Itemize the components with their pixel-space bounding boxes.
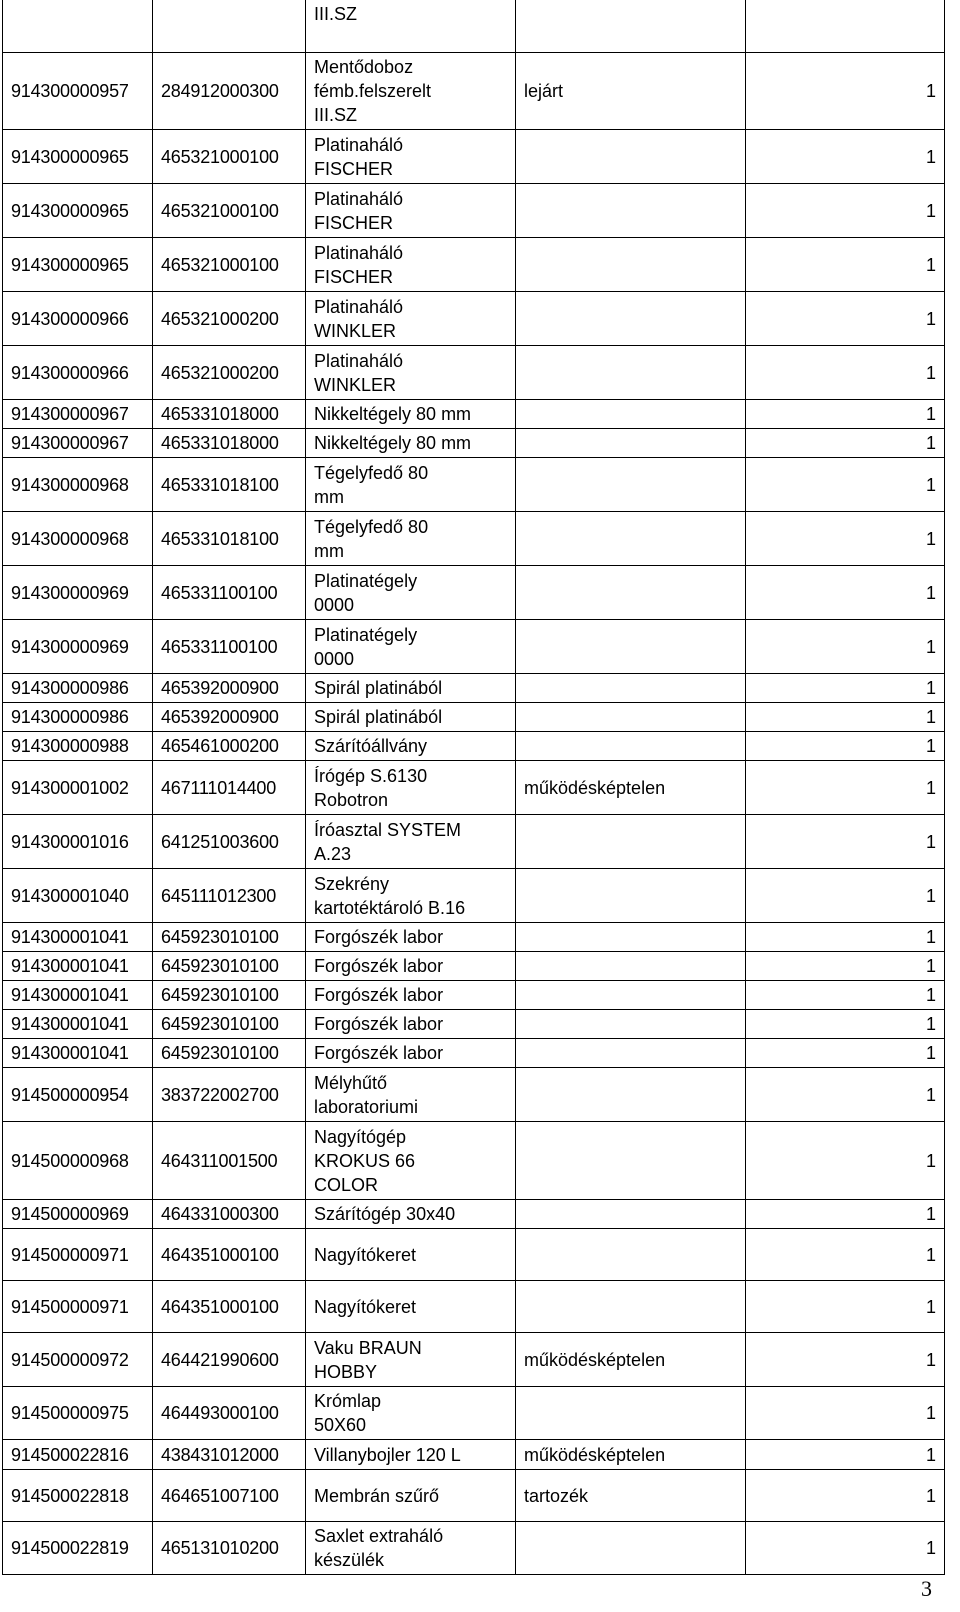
quantity-cell: 1 [746, 429, 945, 458]
table-row [3, 0, 945, 53]
table-row [3, 458, 945, 512]
inventory-number-cell: 914300000968 [3, 512, 153, 566]
inventory-number-cell: 914500022816 [3, 1440, 153, 1470]
status-cell [516, 952, 746, 981]
description-cell: Szárítógép 30x40 [306, 1200, 516, 1229]
quantity-cell: 1 [746, 400, 945, 429]
inventory-number-cell: 914300000957 [3, 53, 153, 130]
asset-code-cell: 645923010100 [153, 952, 306, 981]
description-cell: Tégelyfedő 80 mm [306, 512, 516, 566]
table-row [3, 184, 945, 238]
table-row [3, 1200, 945, 1229]
table-row [3, 1039, 945, 1068]
status-cell [516, 1281, 746, 1333]
asset-code-cell: 465331100100 [153, 620, 306, 674]
asset-code-cell: 645111012300 [153, 869, 306, 923]
description-cell: Saxlet extraháló készülék [306, 1522, 516, 1575]
asset-code-cell: 284912000300 [153, 53, 306, 130]
table-row [3, 346, 945, 400]
description-cell: III.SZ [306, 0, 516, 53]
description-cell: Nikkeltégely 80 mm [306, 400, 516, 429]
inventory-number-cell: 914300000965 [3, 184, 153, 238]
description-cell: Spirál platinából [306, 674, 516, 703]
table-row [3, 1522, 945, 1575]
quantity-cell: 1 [746, 292, 945, 346]
quantity-cell: 1 [746, 923, 945, 952]
status-cell: működésképtelen [516, 1440, 746, 1470]
table-row [3, 429, 945, 458]
asset-code-cell: 465131010200 [153, 1522, 306, 1575]
quantity-cell [746, 0, 945, 53]
asset-code-cell: 465321000100 [153, 130, 306, 184]
description-cell: Platinaháló FISCHER [306, 184, 516, 238]
table-row [3, 1122, 945, 1200]
asset-code-cell: 645923010100 [153, 1010, 306, 1039]
asset-code-cell: 465321000200 [153, 292, 306, 346]
description-cell: Szárítóállvány [306, 732, 516, 761]
description-cell: Nagyítókeret [306, 1281, 516, 1333]
status-cell [516, 458, 746, 512]
table-row [3, 981, 945, 1010]
asset-code-cell: 465331018000 [153, 429, 306, 458]
inventory-number-cell: 914500000971 [3, 1229, 153, 1281]
table-row [3, 815, 945, 869]
description-cell: Forgószék labor [306, 981, 516, 1010]
status-cell [516, 1387, 746, 1440]
status-cell [516, 923, 746, 952]
quantity-cell: 1 [746, 1522, 945, 1575]
quantity-cell: 1 [746, 346, 945, 400]
inventory-number-cell: 914300000966 [3, 346, 153, 400]
description-cell: Platinatégely 0000 [306, 620, 516, 674]
description-cell: Nagyítókeret [306, 1229, 516, 1281]
asset-code-cell: 645923010100 [153, 1039, 306, 1068]
quantity-cell: 1 [746, 1387, 945, 1440]
asset-code-cell: 465331018100 [153, 458, 306, 512]
table-row [3, 869, 945, 923]
quantity-cell: 1 [746, 761, 945, 815]
status-cell [516, 184, 746, 238]
asset-code-cell [153, 0, 306, 53]
quantity-cell: 1 [746, 1281, 945, 1333]
asset-code-cell: 438431012000 [153, 1440, 306, 1470]
description-cell: Villanybojler 120 L [306, 1440, 516, 1470]
table-row [3, 1281, 945, 1333]
quantity-cell: 1 [746, 869, 945, 923]
table-row [3, 238, 945, 292]
table-row [3, 923, 945, 952]
quantity-cell: 1 [746, 512, 945, 566]
table-row [3, 1333, 945, 1387]
quantity-cell: 1 [746, 703, 945, 732]
description-cell: Forgószék labor [306, 1010, 516, 1039]
asset-code-cell: 641251003600 [153, 815, 306, 869]
status-cell [516, 346, 746, 400]
inventory-number-cell: 914300001041 [3, 981, 153, 1010]
asset-code-cell: 465331018000 [153, 400, 306, 429]
table-row [3, 566, 945, 620]
table-row [3, 732, 945, 761]
table-row [3, 1387, 945, 1440]
inventory-number-cell: 914300000968 [3, 458, 153, 512]
asset-code-cell: 467111014400 [153, 761, 306, 815]
quantity-cell: 1 [746, 566, 945, 620]
status-cell [516, 0, 746, 53]
description-cell: Platinaháló WINKLER [306, 346, 516, 400]
inventory-number-cell: 914300000969 [3, 620, 153, 674]
inventory-number-cell: 914300000986 [3, 674, 153, 703]
table-row [3, 620, 945, 674]
quantity-cell: 1 [746, 1333, 945, 1387]
quantity-cell: 1 [746, 952, 945, 981]
status-cell [516, 981, 746, 1010]
status-cell [516, 1200, 746, 1229]
quantity-cell: 1 [746, 981, 945, 1010]
description-cell: Forgószék labor [306, 923, 516, 952]
inventory-number-cell: 914500022818 [3, 1470, 153, 1522]
inventory-number-cell: 914300001016 [3, 815, 153, 869]
table-row [3, 952, 945, 981]
table-row [3, 1068, 945, 1122]
description-cell: Forgószék labor [306, 952, 516, 981]
inventory-number-cell: 914300001041 [3, 952, 153, 981]
description-cell: Platinatégely 0000 [306, 566, 516, 620]
inventory-number-cell [3, 0, 153, 53]
table-row [3, 1440, 945, 1470]
inventory-number-cell: 914300000965 [3, 130, 153, 184]
status-cell [516, 620, 746, 674]
description-cell: Nagyítógép KROKUS 66 COLOR [306, 1122, 516, 1200]
quantity-cell: 1 [746, 1122, 945, 1200]
quantity-cell: 1 [746, 238, 945, 292]
asset-code-cell: 383722002700 [153, 1068, 306, 1122]
status-cell [516, 238, 746, 292]
inventory-number-cell: 914500022819 [3, 1522, 153, 1575]
status-cell [516, 732, 746, 761]
inventory-number-cell: 914300000966 [3, 292, 153, 346]
asset-code-cell: 464351000100 [153, 1281, 306, 1333]
inventory-number-cell: 914300001041 [3, 1010, 153, 1039]
table-row [3, 761, 945, 815]
inventory-number-cell: 914300000965 [3, 238, 153, 292]
asset-code-cell: 465331018100 [153, 512, 306, 566]
table-row [3, 130, 945, 184]
table-row [3, 674, 945, 703]
table-row [3, 292, 945, 346]
inventory-table [2, 0, 945, 1575]
table-row [3, 512, 945, 566]
inventory-number-cell: 914500000975 [3, 1387, 153, 1440]
status-cell [516, 566, 746, 620]
asset-code-cell: 464311001500 [153, 1122, 306, 1200]
asset-code-cell: 645923010100 [153, 923, 306, 952]
status-cell [516, 1229, 746, 1281]
inventory-number-cell: 914300000969 [3, 566, 153, 620]
quantity-cell: 1 [746, 1470, 945, 1522]
status-cell [516, 1122, 746, 1200]
description-cell: Szekrény kartotéktároló B.16 [306, 869, 516, 923]
status-cell [516, 674, 746, 703]
asset-code-cell: 465461000200 [153, 732, 306, 761]
status-cell: működésképtelen [516, 761, 746, 815]
inventory-number-cell: 914300000988 [3, 732, 153, 761]
description-cell: Íróasztal SYSTEM A.23 [306, 815, 516, 869]
description-cell: Mentődoboz fémb.felszerelt III.SZ [306, 53, 516, 130]
status-cell [516, 1522, 746, 1575]
quantity-cell: 1 [746, 815, 945, 869]
asset-code-cell: 464331000300 [153, 1200, 306, 1229]
inventory-table-body [3, 0, 945, 1575]
description-cell: Nikkeltégely 80 mm [306, 429, 516, 458]
description-cell: Írógép S.6130 Robotron [306, 761, 516, 815]
description-cell: Tégelyfedő 80 mm [306, 458, 516, 512]
asset-code-cell: 645923010100 [153, 981, 306, 1010]
asset-code-cell: 465321000200 [153, 346, 306, 400]
asset-code-cell: 464493000100 [153, 1387, 306, 1440]
status-cell: lejárt [516, 53, 746, 130]
description-cell: Vaku BRAUN HOBBY [306, 1333, 516, 1387]
quantity-cell: 1 [746, 620, 945, 674]
asset-code-cell: 464421990600 [153, 1333, 306, 1387]
status-cell [516, 292, 746, 346]
status-cell [516, 1039, 746, 1068]
description-cell: Mélyhűtő laboratoriumi [306, 1068, 516, 1122]
table-row [3, 1470, 945, 1522]
table-row [3, 1229, 945, 1281]
inventory-number-cell: 914500000969 [3, 1200, 153, 1229]
quantity-cell: 1 [746, 184, 945, 238]
inventory-number-cell: 914500000972 [3, 1333, 153, 1387]
quantity-cell: 1 [746, 53, 945, 130]
asset-code-cell: 465331100100 [153, 566, 306, 620]
description-cell: Spirál platinából [306, 703, 516, 732]
description-cell: Krómlap 50X60 [306, 1387, 516, 1440]
inventory-number-cell: 914300001041 [3, 1039, 153, 1068]
asset-code-cell: 464351000100 [153, 1229, 306, 1281]
table-row [3, 1010, 945, 1039]
quantity-cell: 1 [746, 1440, 945, 1470]
quantity-cell: 1 [746, 732, 945, 761]
status-cell: tartozék [516, 1470, 746, 1522]
inventory-number-cell: 914300000967 [3, 429, 153, 458]
status-cell [516, 815, 746, 869]
page-number: 3 [921, 1576, 932, 1601]
description-cell: Forgószék labor [306, 1039, 516, 1068]
table-row [3, 703, 945, 732]
status-cell [516, 130, 746, 184]
quantity-cell: 1 [746, 1039, 945, 1068]
inventory-number-cell: 914300001002 [3, 761, 153, 815]
inventory-number-cell: 914300001040 [3, 869, 153, 923]
table-row [3, 400, 945, 429]
status-cell [516, 1068, 746, 1122]
asset-code-cell: 465321000100 [153, 238, 306, 292]
quantity-cell: 1 [746, 1068, 945, 1122]
status-cell [516, 429, 746, 458]
description-cell: Membrán szűrő [306, 1470, 516, 1522]
table-row [3, 53, 945, 130]
quantity-cell: 1 [746, 130, 945, 184]
description-cell: Platinaháló FISCHER [306, 238, 516, 292]
description-cell: Platinaháló WINKLER [306, 292, 516, 346]
inventory-number-cell: 914300000967 [3, 400, 153, 429]
inventory-number-cell: 914500000968 [3, 1122, 153, 1200]
status-cell [516, 703, 746, 732]
asset-code-cell: 465392000900 [153, 703, 306, 732]
status-cell: működésképtelen [516, 1333, 746, 1387]
quantity-cell: 1 [746, 674, 945, 703]
inventory-number-cell: 914500000971 [3, 1281, 153, 1333]
description-cell: Platinaháló FISCHER [306, 130, 516, 184]
quantity-cell: 1 [746, 1229, 945, 1281]
quantity-cell: 1 [746, 1010, 945, 1039]
inventory-number-cell: 914300000986 [3, 703, 153, 732]
status-cell [516, 512, 746, 566]
quantity-cell: 1 [746, 1200, 945, 1229]
status-cell [516, 400, 746, 429]
inventory-number-cell: 914300001041 [3, 923, 153, 952]
quantity-cell: 1 [746, 458, 945, 512]
asset-code-cell: 464651007100 [153, 1470, 306, 1522]
asset-code-cell: 465321000100 [153, 184, 306, 238]
status-cell [516, 869, 746, 923]
inventory-number-cell: 914500000954 [3, 1068, 153, 1122]
status-cell [516, 1010, 746, 1039]
asset-code-cell: 465392000900 [153, 674, 306, 703]
